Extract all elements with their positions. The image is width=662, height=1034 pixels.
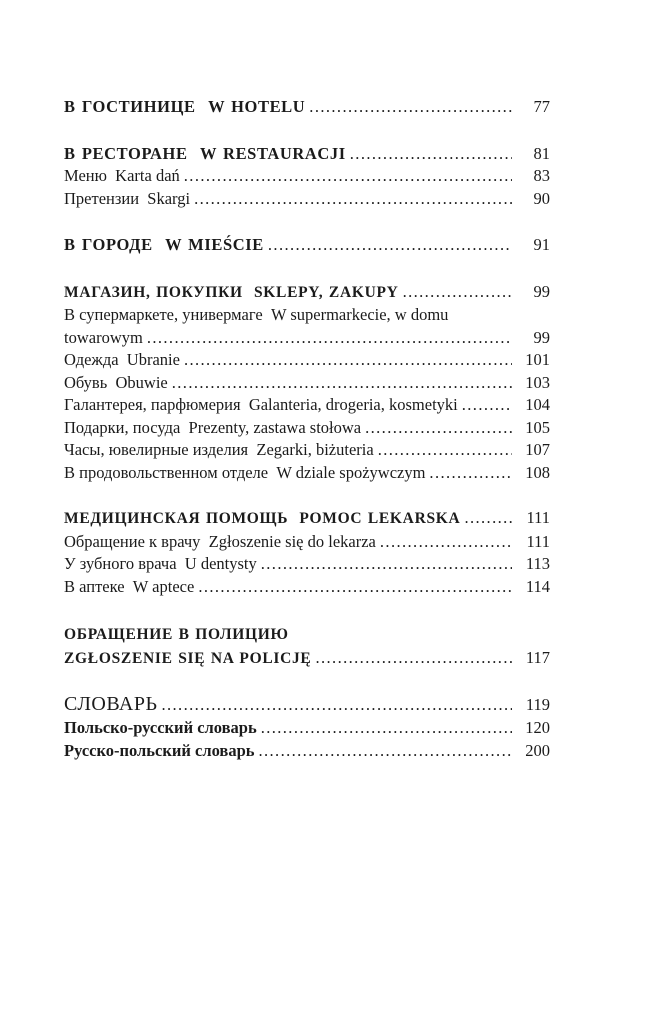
dot-leader (261, 717, 512, 740)
toc-label: МАГАЗИН, ПОКУПКИ SKLEPY, ZAKUPY (64, 283, 399, 301)
toc-label: СЛОВАРЬ (64, 693, 158, 715)
toc-label: В продовольственном отделе W dziale spożywczym (64, 462, 426, 482)
toc-label: Меню Karta dań (64, 166, 180, 185)
toc-row-complaints (64, 188, 550, 211)
toc-page-number: 117 (525, 647, 550, 667)
toc-page-number: 114 (525, 576, 550, 596)
toc-label: В супермаркете, универмаге W supermarkecie, w domu (64, 305, 449, 324)
toc-label: Русско-польский словарь (64, 740, 255, 760)
toc-label: В ГОРОДЕ W MIEŚCIE (64, 235, 264, 254)
toc-row-dentist (64, 553, 550, 576)
dot-leader (464, 507, 512, 530)
toc-row-hotel (64, 96, 550, 119)
toc-label: towarowym (64, 327, 143, 347)
toc-row-dictionary (64, 692, 550, 717)
dot-leader (403, 281, 512, 304)
toc-row-russian-polish (64, 740, 550, 763)
toc-page-number: 103 (525, 372, 550, 392)
toc-label: Часы, ювелирные изделия Zegarki, biżuteria (64, 440, 374, 459)
toc-page-number: 99 (533, 327, 550, 347)
toc-row-menu (64, 165, 550, 188)
toc-label: ОБРАЩЕНИЕ В ПОЛИЦИЮ (64, 626, 289, 643)
toc-row-polish-russian (64, 717, 550, 740)
toc-page-number: 91 (533, 235, 550, 254)
toc-label: У зубного врача U dentysty (64, 554, 257, 573)
toc-label: В РЕСТОРАНЕ W RESTAURACJI (64, 143, 346, 163)
dot-leader (378, 439, 512, 462)
dot-leader (350, 143, 512, 166)
toc-page-number: 120 (525, 718, 550, 737)
dot-leader (315, 647, 512, 670)
toc-page-number: 99 (533, 281, 550, 301)
dot-leader (161, 693, 512, 717)
dot-leader (184, 165, 512, 188)
toc-row-police-line2 (64, 647, 550, 671)
toc-page-number: 200 (525, 740, 550, 760)
toc-page-number: 119 (525, 695, 550, 714)
toc-page-number: 113 (525, 554, 550, 573)
toc-page-number: 90 (533, 188, 550, 208)
toc-page-number: 101 (525, 350, 550, 369)
toc-label: Польско-русский словарь (64, 718, 257, 737)
toc-label: Претензии Skargi (64, 188, 191, 208)
toc-page-number: 107 (525, 440, 550, 459)
toc-row-doctor (64, 531, 550, 554)
toc-label: Обувь Obuwie (64, 372, 168, 392)
toc-row-clothing (64, 349, 550, 372)
toc-row-restaurant (64, 143, 550, 166)
toc-page-number: 105 (525, 417, 550, 437)
toc-row-shopping (64, 281, 550, 305)
dot-leader (194, 188, 512, 211)
toc-row-pharmacy (64, 576, 550, 599)
dot-leader (261, 553, 512, 576)
dot-leader (365, 417, 512, 440)
toc-row-supermarket-line2 (64, 327, 550, 350)
toc-page-number: 104 (525, 395, 550, 414)
toc-label: МЕДИЦИНСКАЯ ПОМОЩЬ POMOC LEKARSKA (64, 510, 461, 527)
toc-label: Обращение к врачу Zgłoszenie się do lekarza (64, 531, 376, 551)
toc-row-gifts (64, 417, 550, 440)
toc-page-number: 81 (533, 143, 550, 163)
toc-label: В ГОСТИНИЦЕ W HOTELU (64, 97, 306, 116)
dot-leader (172, 372, 512, 395)
dot-leader (309, 96, 512, 119)
toc-row-haberdashery (64, 394, 550, 417)
dot-leader (147, 327, 512, 350)
toc-page-number: 108 (525, 462, 550, 482)
toc-row-city (64, 234, 550, 257)
table-of-contents (64, 96, 550, 762)
toc-page-number: 111 (526, 508, 550, 527)
dot-leader (462, 394, 512, 417)
toc-row-watches (64, 439, 550, 462)
toc-label: Подарки, посуда Prezenty, zastawa stołowa (64, 417, 362, 437)
toc-row-police-line1 (64, 624, 550, 647)
dot-leader (268, 234, 512, 257)
dot-leader (258, 740, 512, 763)
toc-row-supermarket-line1 (64, 304, 550, 327)
toc-label: В аптеке W aptece (64, 576, 195, 596)
toc-page-number: 77 (533, 97, 550, 116)
toc-label: Галантерея, парфюмерия Galanteria, drogeria, kosmetyki (64, 395, 458, 414)
dot-leader (380, 531, 512, 554)
toc-page-number: 111 (526, 531, 550, 551)
dot-leader (429, 462, 512, 485)
toc-page-number: 83 (533, 166, 550, 185)
dot-leader (184, 349, 512, 372)
toc-label: ZGŁOSZENIE SIĘ NA POLICJĘ (64, 649, 312, 667)
toc-row-grocery (64, 462, 550, 485)
dot-leader (198, 576, 512, 599)
toc-row-shoes (64, 372, 550, 395)
toc-label: Одежда Ubranie (64, 350, 180, 369)
toc-row-medical (64, 507, 550, 531)
